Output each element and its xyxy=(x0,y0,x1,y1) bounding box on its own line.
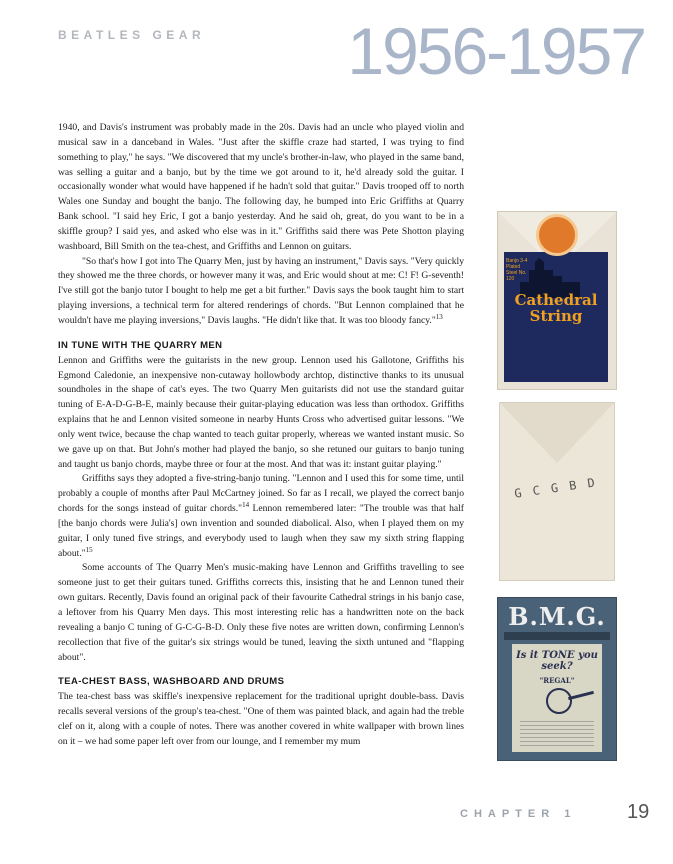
envelope-flap xyxy=(500,403,614,463)
string-spec-text: Banjo 3-4 Plated Steel No. 120 xyxy=(506,258,528,282)
ad-headline: Is it TONE you seek? xyxy=(516,650,598,672)
handwritten-tuning: G C G B D xyxy=(513,475,598,501)
cathedral-strings-envelope-photo xyxy=(497,211,617,390)
paragraph: Some accounts of The Quarry Men's music-making have Lennon and Griffiths travelling to see someone just to get their guitars tuned. Griffiths corrects this, insisting that he and Lennon tuned their own guitars. Recently, Davis found an original pack of their favourite Cathedral strings in his banjo case, a leftover from his Quarry Men days. This most interesting relic has a handwritten note on the back revealing a banjo C tuning of G-C-G-B-D. Only these five notes are written down, confirming Lennon's recollection that five of the guitar's six strings would be tuned, leaving the sixth untuned and "flapping about". xyxy=(58,562,464,663)
ad-product: "REGAL" xyxy=(539,676,575,685)
masthead-strap xyxy=(504,632,610,640)
envelope-back-photo xyxy=(499,402,615,581)
section-heading: TEA-CHEST BASS, WASHBOARD AND DRUMS xyxy=(58,676,285,688)
chapter-year-title: 1956-1957 xyxy=(347,14,645,88)
section-heading: IN TUNE WITH THE QUARRY MEN xyxy=(58,339,223,351)
paragraph-text: "So that's how I got into The Quarry Men, just by having an instrument," Davis says. "Very quickly they showed me the three chords, or however many it was, and Eric would shout at me: C! F! G-seventh! I've still got the banjo tutor I bought to help me get a bit further." Davis says the book taught him to start playing inversions, a technical term for altered renderings of chords. "But Lennon complained that he wouldn't have me playing inversions," Davis laughs. "He didn't like that. It was too bloody fancy." xyxy=(58,255,464,326)
ad-fine-print xyxy=(520,718,594,746)
paragraph xyxy=(58,472,464,561)
page-number: 19 xyxy=(627,801,650,823)
paragraph-text: Griffiths says they adopted a five-string-banjo tuning. "Lennon and I used this for some time, until probably a couple of months after Paul McCartney joined. So far as I recall, we played the correct banjo chords for the songs instead of guitar chords." xyxy=(58,473,464,515)
footnote-ref: 14 xyxy=(242,500,250,509)
footer-chapter-label: CHAPTER 1 xyxy=(460,808,577,820)
paragraph: 1940, and Davis's instrument was probably made in the 20s. Davis had an uncle who played violin and musical saw in a danceband in Wales. "Just after the skiffle craze had started, I was trying to find something to play," he says. "We discovered that my uncle's brother-in-law, who played in the same band, was selling a guitar and a banjo, but by the time we got around to it, he'd already sold the guitar. I occasionally wonder what would have happened if he hadn't sold that guitar." Davis trooped off to north Wales one Sunday and bought the banjo. The following day, he bumped into Eric Griffiths at Quarry Bank school. "I said hey Eric, I got a banjo yesterday. And he said oh, great, do you want to be in a skiffle group? I said yes, and asked who else was in it." Griffiths said there was Pete Shotton playing washboard, Bill Smith on the tea-chest, and Griffiths and Lennon on guitars. xyxy=(58,122,464,252)
footnote-ref: 13 xyxy=(435,312,443,321)
banjo-icon xyxy=(546,688,572,714)
paragraph-text: Lennon remembered later: "The trouble was that half [the banjo chords were Julia's] own invention and sounded diabolical. Also, when I played them on my guitar, I only tuned five strings, and everybody used to laugh when they saw my sixth string flapping about." xyxy=(58,503,464,559)
footnote-ref: 15 xyxy=(85,545,93,554)
running-head: BEATLES GEAR xyxy=(58,28,206,42)
paragraph: Lennon and Griffiths were the guitarists in the new group. Lennon used his Gallotone, Griffiths his Egmond Caledonie, an inexpensive non-cutaway hollowbody archtop, distinctive thanks to its unusual soundholes in the shape of cat's eyes. The two Quarry Men guitarists did not use the standard guitar tuning of E-A-D-G-B-E, mainly because their guitar-playing education was less than orthodox. Griffiths explains that he and Lennon visited someone in nearby Hunts Cross who advertised guitar lessons. "We only went twice, because the chap wanted to teach guitar properly, whereas we wanted instant music. So we gave up on that. But John's mother had played the banjo, so she retuned our guitars to banjo tuning and taught us banjo chords, maybe three or four at the most. And that was it: instant guitar playing." xyxy=(58,354,464,470)
brand-text: Cathedral String xyxy=(514,291,598,325)
body-text-column xyxy=(58,121,464,750)
paragraph: The tea-chest bass was skiffle's inexpensive replacement for the traditional upright double-bass. Davis recalls several versions of the group's tea-chest. "One of them was painted black, and again had the treble clef on it, along with a couple of notes. There was another covered in white wallpaper with brown lines on it – we had some paper left over from our lounge, and I remember my mum xyxy=(58,691,464,747)
paragraph xyxy=(58,255,464,329)
envelope-sticker xyxy=(536,214,578,256)
magazine-masthead: B.M.G. xyxy=(508,602,606,631)
bmg-magazine-photo xyxy=(497,597,617,761)
